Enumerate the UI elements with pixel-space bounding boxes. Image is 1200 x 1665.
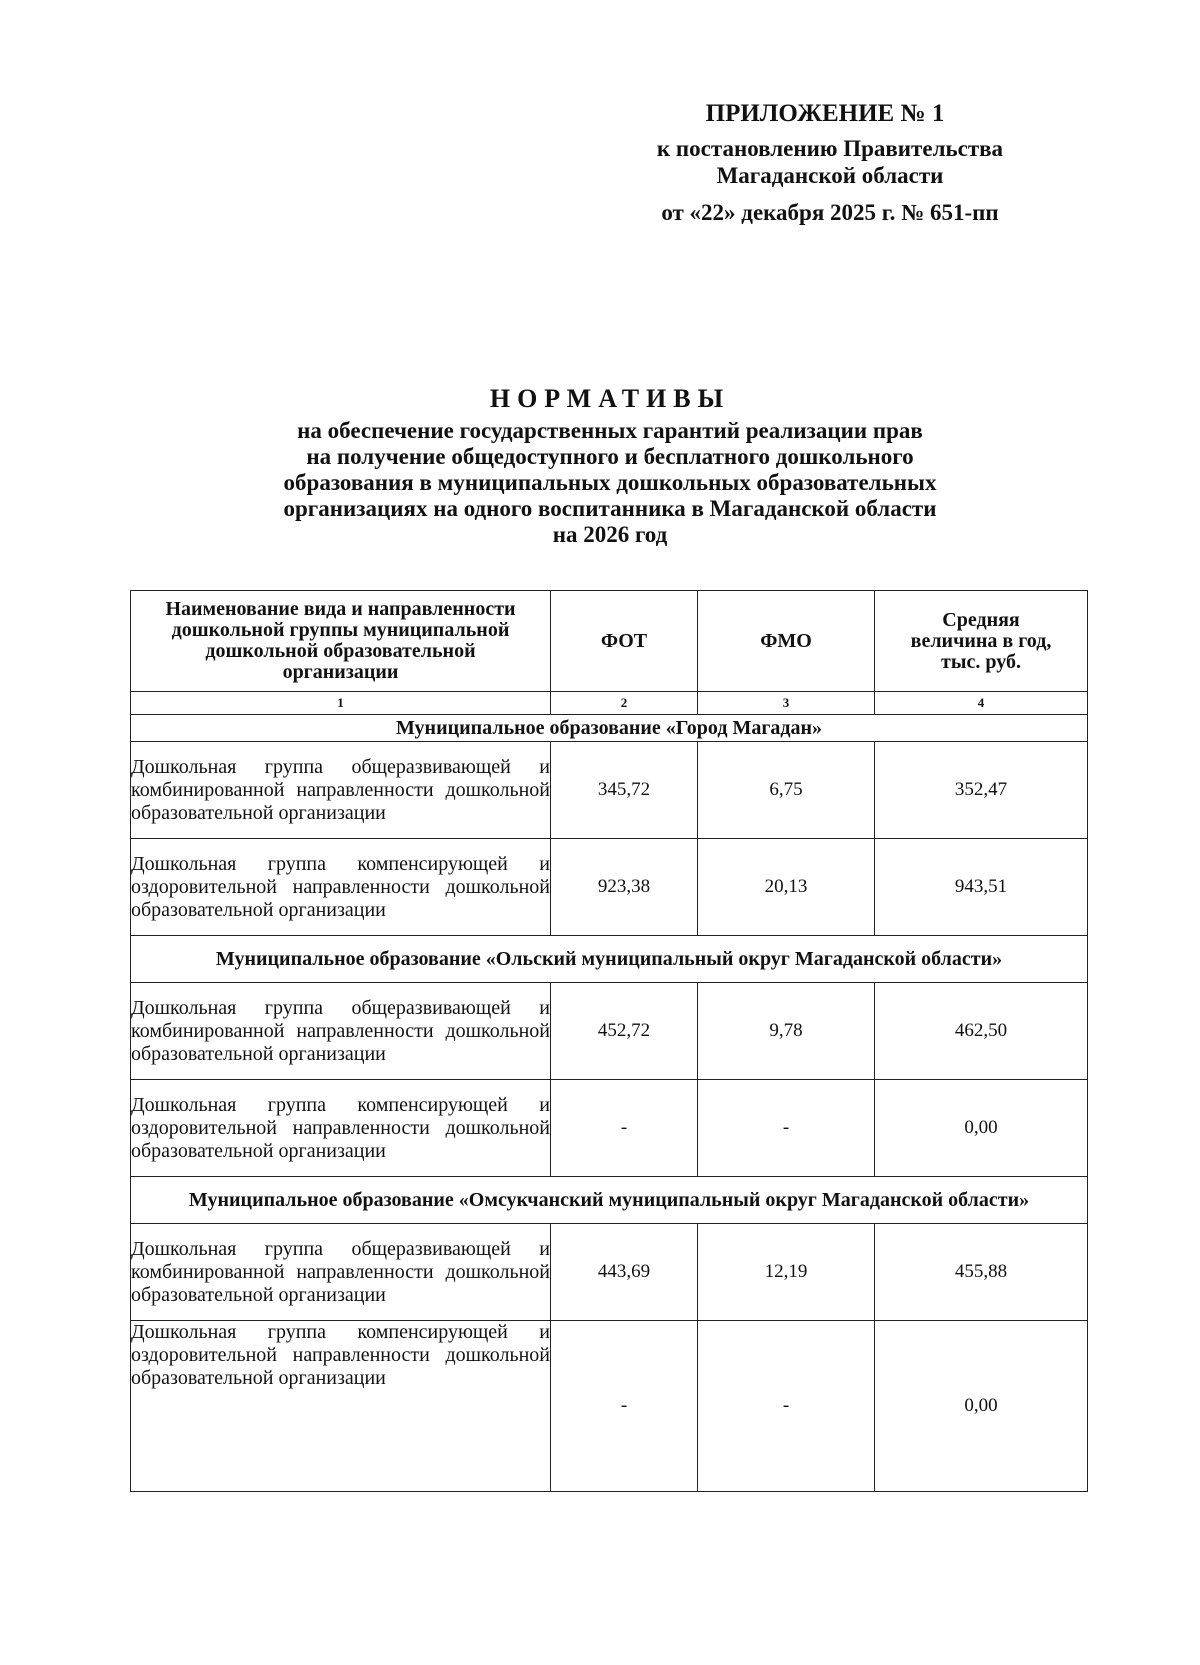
fmo-value: - xyxy=(698,1080,875,1177)
header-fmo: ФМО xyxy=(698,591,875,692)
col-number: 2 xyxy=(551,692,698,715)
fot-value: - xyxy=(551,1080,698,1177)
table-row xyxy=(131,1224,1088,1321)
appendix-date-line: от «22» декабря 2025 г. № 651-пп xyxy=(661,200,999,225)
heading-line-4: организациях на одного воспитанника в Магаданской области xyxy=(283,496,937,521)
heading-line-1: на обеспечение государственных гарантий реализации прав xyxy=(297,418,923,443)
table-row xyxy=(131,1321,1088,1492)
column-number-row xyxy=(131,692,1088,715)
heading-line-3: образования в муниципальных дошкольных образовательных xyxy=(283,470,937,495)
appendix-line-1: к постановлению Правительства xyxy=(656,136,1004,161)
section-title: Муниципальное образование «Город Магадан» xyxy=(131,715,1088,742)
heading-line-5: на 2026 год xyxy=(552,522,668,547)
appendix-title: ПРИЛОЖЕНИЕ № 1 xyxy=(705,100,945,127)
avg-value: 0,00 xyxy=(875,1321,1088,1492)
group-name: Дошкольная группа общеразвивающей и комбинированной направленности дошкольной образовательной организации xyxy=(131,742,551,839)
avg-value: 352,47 xyxy=(875,742,1088,839)
header-avg: Средняя величина в год, тыс. руб. xyxy=(875,591,1088,692)
fot-value: 443,69 xyxy=(551,1224,698,1321)
group-name: Дошкольная группа компенсирующей и оздоровительной направленности дошкольной образовательной организации xyxy=(131,1080,551,1177)
fmo-value: - xyxy=(698,1321,875,1492)
fmo-value: 9,78 xyxy=(698,983,875,1080)
fot-value: 345,72 xyxy=(551,742,698,839)
fmo-value: 20,13 xyxy=(698,839,875,936)
table-header-row xyxy=(131,591,1088,692)
group-name: Дошкольная группа общеразвивающей и комбинированной направленности дошкольной образовательной организации xyxy=(131,1224,551,1321)
heading-title: НОРМАТИВЫ xyxy=(489,384,731,413)
section-title: Муниципальное образование «Омсукчанский муниципальный округ Магаданской области» xyxy=(131,1177,1088,1224)
group-name: Дошкольная группа компенсирующей и оздоровительной направленности дошкольной образовательной организации xyxy=(131,839,551,936)
section-title: Муниципальное образование «Ольский муниципальный округ Магаданской области» xyxy=(131,936,1088,983)
table-row xyxy=(131,1080,1088,1177)
avg-value: 0,00 xyxy=(875,1080,1088,1177)
header-name: Наименование вида и направленности дошкольной группы муниципальной дошкольной образовательной организации xyxy=(131,591,551,692)
fmo-value: 12,19 xyxy=(698,1224,875,1321)
group-name: Дошкольная группа общеразвивающей и комбинированной направленности дошкольной образовательной организации xyxy=(131,983,551,1080)
group-name: Дошкольная группа компенсирующей и оздоровительной направленности дошкольной образовательной организации xyxy=(131,1321,551,1492)
fot-value: 452,72 xyxy=(551,983,698,1080)
col-number: 4 xyxy=(875,692,1088,715)
avg-value: 455,88 xyxy=(875,1224,1088,1321)
fmo-value: 6,75 xyxy=(698,742,875,839)
avg-value: 462,50 xyxy=(875,983,1088,1080)
section-row xyxy=(131,936,1088,983)
fot-value: 923,38 xyxy=(551,839,698,936)
fot-value: - xyxy=(551,1321,698,1492)
section-row xyxy=(131,715,1088,742)
header-fot: ФОТ xyxy=(551,591,698,692)
col-number: 3 xyxy=(698,692,875,715)
table-row xyxy=(131,839,1088,936)
table-row xyxy=(131,742,1088,839)
col-number: 1 xyxy=(131,692,551,715)
avg-value: 943,51 xyxy=(875,839,1088,936)
table-row xyxy=(131,983,1088,1080)
heading-line-2: на получение общедоступного и бесплатного дошкольного xyxy=(306,444,914,469)
norms-table xyxy=(130,590,1088,1492)
section-row xyxy=(131,1177,1088,1224)
appendix-block xyxy=(560,100,1100,226)
appendix-line-2: Магаданской области xyxy=(716,163,944,188)
document-heading xyxy=(130,384,1090,548)
